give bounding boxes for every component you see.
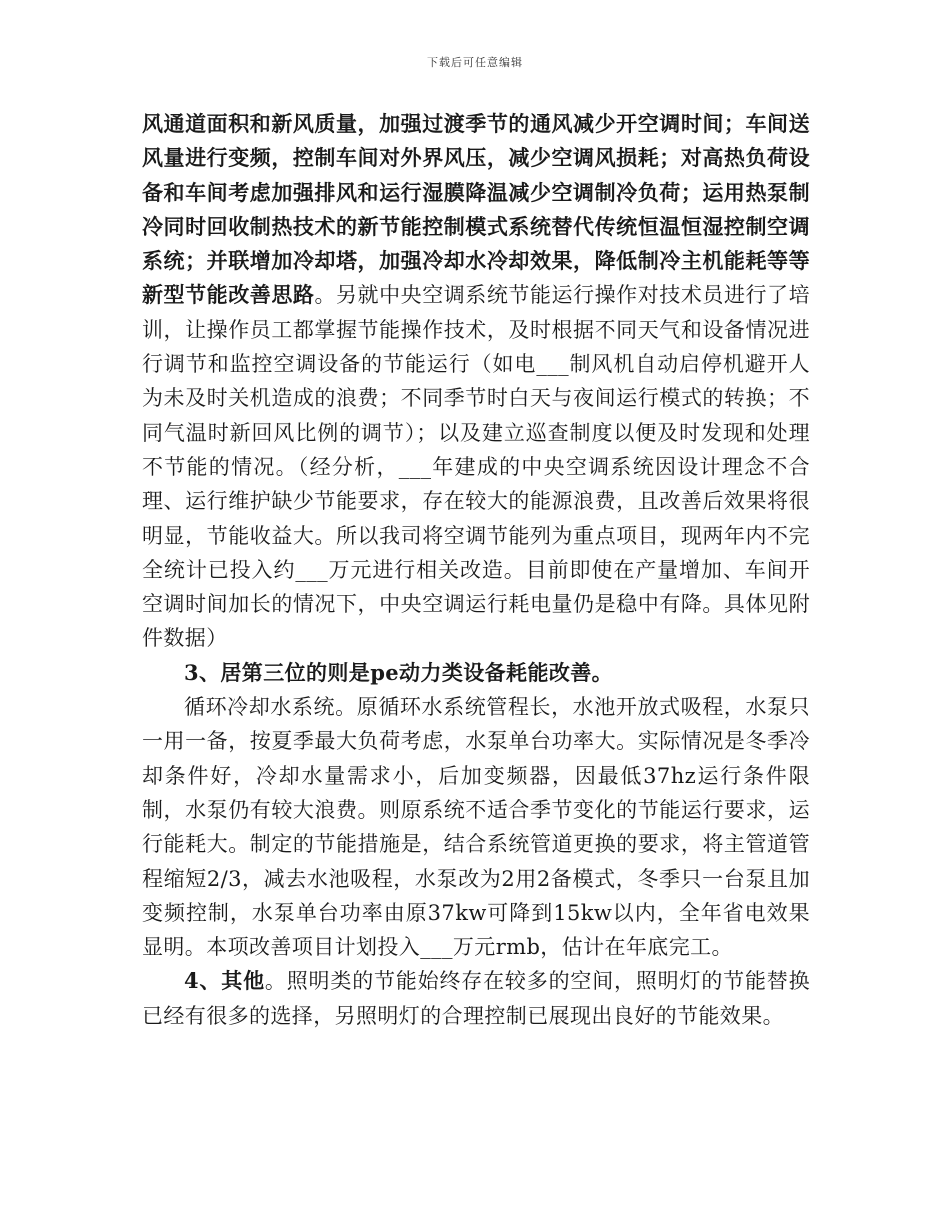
paragraph-hvac-measures [142,107,810,656]
section-heading-pe-equipment: 3、居第三位的则是pe动力类设备耗能改善。 [184,659,614,685]
paragraph-cooling-water: 循环冷却水系统。原循环水系统管程长，水池开放式吸程，水泵只一用一备，按夏季最大负荷考虑，水泵单台功率大。实际情况是冬季冷却条件好，冷却水量需求小，后加变频器，因最低37hz运行条件限制，水泵仍有较大浪费。则原系统不适合季节变化的节能运行要求，运行能耗大。制定的节能措施是，结合系统管道更换的要求，将主管道管程缩短2/3，减去水池吸程，水泵改为2用2备模式，冬季只一台泵且加变频控制，水泵单台功率由原37kw可降到15kw以内，全年省电效果显明。本项改善项目计划投入___万元rmb，估计在年底完工。 [142,695,810,960]
section-heading-other: 4、其他 [184,968,265,994]
hvac-improvement-ideas-bold: 风通道面积和新风质量，加强过渡季节的通风减少开空调时间；车间送风量进行变频，控制车间对外界风压，减少空调风损耗；对高热负荷设备和车间考虑加强排风和运行湿膜降温减少空调制冷负荷；运用热泵制冷同时回收制热技术的新节能控制模式系统替代传统恒温恒湿控制空调系统；并联增加冷却塔，加强冷却水冷却效果，降低制冷主机能耗等等新型节能改善思路 [142,111,810,308]
lighting-text: 。照明类的节能始终存在较多的空间，照明灯的节能替换已经有很多的选择，另照明灯的合理控制已展现出良好的节能效果。 [142,969,811,1028]
document-body [142,107,810,1033]
page-header: 下载后可任意编辑 [427,56,523,69]
hvac-training-text: 。另就中央空调系统节能运行操作对技术员进行了培训，让操作员工都掌握节能操作技术，及时根据不同天气和设备情况进行调节和监控空调设备的节能运行（如电___制风机自动启停机避开人为未及时关机造成的浪费；不同季节时白天与夜间运行模式的转换；不同气温时新回风比例的调节）；以及建立巡查制度以便及时发现和处理不节能的情况。（经分析，___年建成的中央空调系统因设计理念不合理、运行维护缺少节能要求，存在较大的能源浪费，且改善后效果将很明显，节能收益大。所以我司将空调节能列为重点项目，现两年内不完全统计已投入约___万元进行相关改造。目前即使在产量增加、车间开空调时间加长的情况下，中央空调运行耗电量仍是稳中有降。具体见附件数据） [142,283,811,651]
paragraph-other-lighting [142,964,810,1033]
